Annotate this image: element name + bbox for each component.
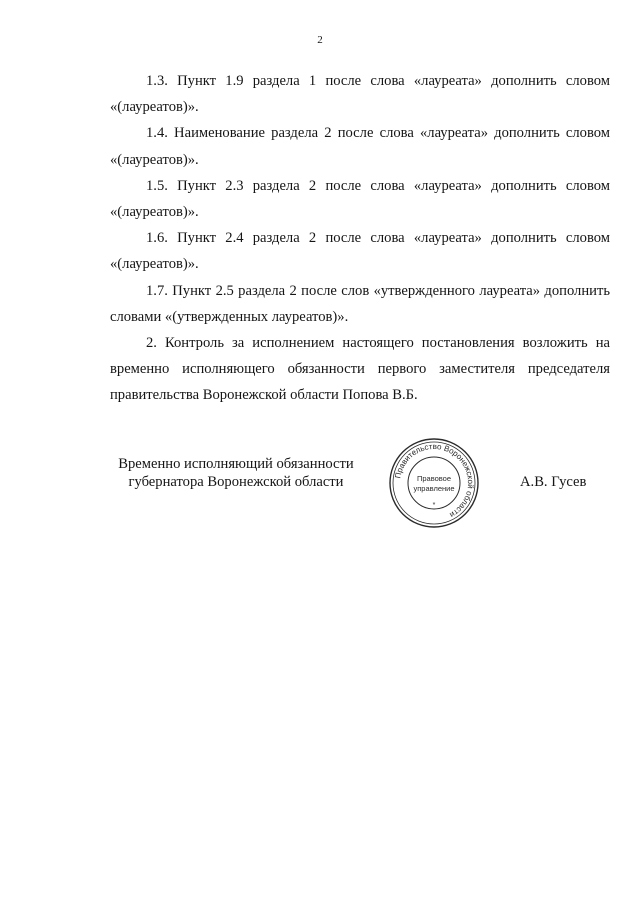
page-number: 2 [317,34,323,46]
signatory-title-line-2: губернатора Воронежской области [128,474,344,490]
stamp-inner-text-2: управление [413,484,455,493]
paragraph-1-7: 1.7. Пункт 2.5 раздела 2 после слов «утвержденного лауреата» дополнить словами «(утвержденных лауреатов)». [110,282,610,325]
stamp-star: * [432,502,436,509]
official-stamp [388,437,480,529]
paragraph-1-3: 1.3. Пункт 1.9 раздела 1 после слова «лауреата» дополнить словом «(лауреатов)». [110,73,610,116]
paragraph-2: 2. Контроль за исполнением настоящего постановления возложить на временно исполняющего обязанности первого заместителя председателя правительства Воронежской области Попова В.Б. [110,335,610,404]
document-body [110,68,610,409]
stamp-outer-text: Правительство Воронежской области [393,441,476,520]
paragraph-1-5: 1.5. Пункт 2.3 раздела 2 после слова «лауреата» дополнить словом «(лауреатов)». [110,177,610,221]
paragraph-1-4: 1.4. Наименование раздела 2 после слова «лауреата» дополнить словом «(лауреатов)». [110,125,610,168]
signatory-title-line-1: Временно исполняющий обязанности [118,456,354,472]
stamp-outer-ring [390,439,478,527]
signatory-title [96,455,376,491]
signatory-name: А.В. Гусев [520,474,587,490]
paragraph-1-6: 1.6. Пункт 2.4 раздела 2 после слова «лауреата» дополнить словом «(лауреатов)». [110,230,610,273]
stamp-inner-text-1: Правовое [416,474,452,483]
